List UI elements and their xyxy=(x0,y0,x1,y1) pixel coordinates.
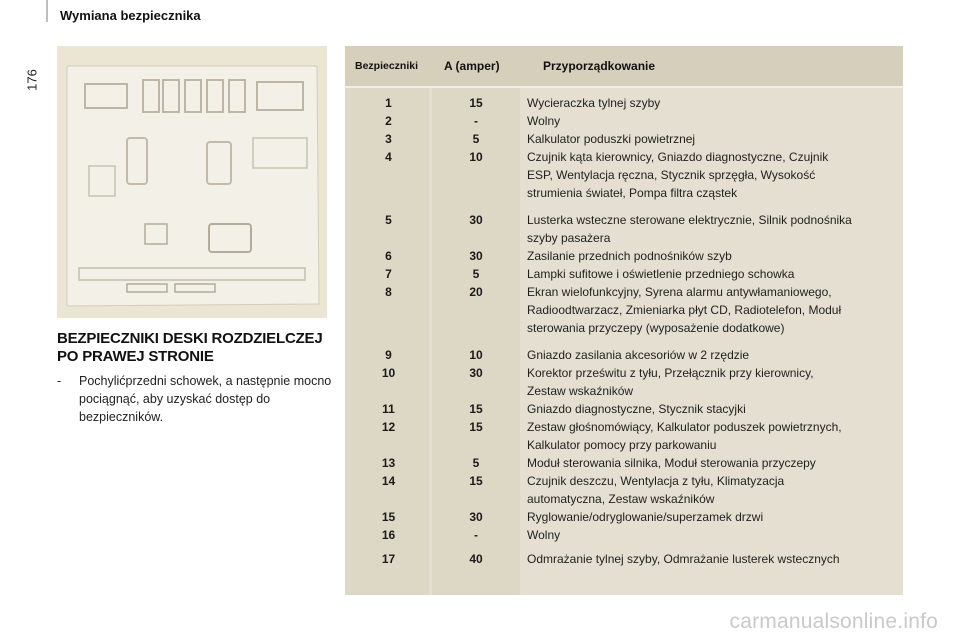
fuse-assignment xyxy=(520,148,907,202)
fuse-assignment xyxy=(520,346,907,364)
table-row xyxy=(345,364,903,400)
assignment-line: Ryglowanie/odryglowanie/superzamek drzwi xyxy=(527,510,764,524)
instruction-body: Pochylićprzedni schowek, a następnie mocno pociągnąć, aby uzyskać dostęp do bezpieczników. xyxy=(79,374,332,424)
fuse-amperage: 5 xyxy=(472,267,480,281)
fuse-amperage: 20 xyxy=(469,285,483,299)
fuse-amperage: - xyxy=(474,528,478,542)
assignment-line: Kalkulator pomocy przy parkowaniu xyxy=(527,438,717,452)
assignment-line: Kalkulator poduszki powietrznej xyxy=(527,132,696,146)
fuse-amperage: 10 xyxy=(469,348,483,362)
fuse-amperage: - xyxy=(474,114,478,128)
fuse-assignment xyxy=(520,550,907,568)
instruction-text xyxy=(57,372,332,426)
fuse-amperage: 30 xyxy=(469,213,483,227)
assignment-line: Lampki sufitowe i oświetlenie przedniego schowka xyxy=(527,267,795,281)
assignment-line: Wycieraczka tylnej szyby xyxy=(527,96,661,110)
fuse-amperage: 15 xyxy=(469,420,483,434)
section-heading-line1: BEZPIECZNIKI DESKI ROZDZIELCZEJ xyxy=(57,330,323,347)
fuse-number: 1 xyxy=(385,96,392,110)
fuse-number: 5 xyxy=(385,213,392,227)
fuse-number: 17 xyxy=(381,552,396,566)
fuse-number: 8 xyxy=(385,285,392,299)
assignment-line: Korektor prześwitu z tyłu, Przełącznik przy kierownicy, xyxy=(527,366,814,380)
assignment-line: automatyczna, Zestaw wskaźników xyxy=(527,492,715,506)
assignment-line: ESP, Wentylacja ręczna, Stycznik sprzęgła, Wysokość xyxy=(527,168,816,182)
fuse-table-body xyxy=(345,94,903,568)
table-row xyxy=(345,148,903,202)
fuse-assignment xyxy=(520,400,907,418)
assignment-line: Gniazdo zasilania akcesoriów w 2 rzędzie xyxy=(527,348,750,362)
table-row xyxy=(345,400,903,418)
fuse-number: 14 xyxy=(381,474,396,488)
fuse-assignment xyxy=(520,112,907,130)
assignment-line: Czujnik kąta kierownicy, Gniazdo diagnostyczne, Czujnik xyxy=(527,150,829,164)
assignment-line: sterowania przyczepy (wyposażenie dodatkowe) xyxy=(527,321,785,335)
fuse-number: 6 xyxy=(385,249,392,263)
assignment-line: Zestaw głośnomówiący, Kalkulator poduszek powietrznych, xyxy=(527,420,842,434)
fuse-table xyxy=(345,46,903,595)
table-row xyxy=(345,130,903,148)
fuse-number: 3 xyxy=(385,132,392,146)
fuse-amperage: 10 xyxy=(469,150,483,164)
page-header-title: Wymiana bezpiecznika xyxy=(60,8,201,23)
fuse-assignment xyxy=(520,508,907,526)
header-fuses: Bezpieczniki xyxy=(355,60,419,72)
table-row xyxy=(345,418,903,454)
fuse-assignment xyxy=(520,454,907,472)
fuse-number: 7 xyxy=(385,267,392,281)
table-row xyxy=(345,211,903,247)
table-row xyxy=(345,265,903,283)
fuse-amperage: 30 xyxy=(469,249,483,263)
instruction-dash: - xyxy=(57,374,62,388)
fuse-amperage: 5 xyxy=(472,132,480,146)
table-row xyxy=(345,526,903,544)
assignment-line: Zestaw wskaźników xyxy=(527,384,634,398)
fuse-amperage: 40 xyxy=(469,552,483,566)
fuse-number: 12 xyxy=(381,420,396,434)
fuse-amperage: 30 xyxy=(469,510,483,524)
table-row xyxy=(345,346,903,364)
assignment-line: Zasilanie przednich podnośników szyb xyxy=(527,249,732,263)
fuse-amperage: 30 xyxy=(469,366,483,380)
fuse-assignment xyxy=(520,283,907,337)
assignment-line: szyby pasażera xyxy=(527,231,611,245)
table-row xyxy=(345,454,903,472)
fuse-assignment xyxy=(520,247,907,265)
fuse-assignment xyxy=(520,418,907,454)
header-divider-line xyxy=(46,0,48,22)
assignment-line: Ekran wielofunkcyjny, Syrena alarmu antywłamaniowego, xyxy=(527,285,832,299)
assignment-line: Lusterka wsteczne sterowane elektrycznie, Silnik podnośnika xyxy=(527,213,852,227)
fuse-number: 13 xyxy=(381,456,396,470)
fuse-assignment xyxy=(520,472,907,508)
section-heading-line2: PO PRAWEJ STRONIE xyxy=(57,348,214,365)
fuse-amperage: 15 xyxy=(469,402,483,416)
assignment-line: Wolny xyxy=(527,528,561,542)
page-number: 176 xyxy=(24,69,40,91)
fuse-assignment xyxy=(520,364,907,400)
table-row xyxy=(345,94,903,112)
fusebox-illustration xyxy=(57,46,327,318)
section-heading xyxy=(57,330,337,366)
fuse-assignment xyxy=(520,526,907,544)
assignment-line: Gniazdo diagnostyczne, Stycznik stacyjki xyxy=(527,402,746,416)
table-row xyxy=(345,112,903,130)
fuse-amperage: 5 xyxy=(472,456,480,470)
assignment-line: Radioodtwarzacz, Zmieniarka płyt CD, Radiotelefon, Moduł xyxy=(527,303,842,317)
fuse-number: 16 xyxy=(381,528,396,542)
table-row xyxy=(345,550,903,568)
fusebox-drawing xyxy=(57,46,327,318)
fuse-number: 4 xyxy=(385,150,392,164)
assignment-line: strumienia świateł, Pompa filtra cząstek xyxy=(527,186,738,200)
fuse-number: 15 xyxy=(381,510,396,524)
assignment-line: Wolny xyxy=(527,114,561,128)
table-row xyxy=(345,472,903,508)
fuse-assignment xyxy=(520,130,907,148)
fuse-number: 11 xyxy=(382,402,395,416)
table-row xyxy=(345,247,903,265)
fuse-amperage: 15 xyxy=(469,96,483,110)
fuse-number: 10 xyxy=(381,366,396,380)
assignment-line: Odmrażanie tylnej szyby, Odmrażanie lusterek wstecznych xyxy=(527,552,840,566)
fuse-table-header xyxy=(345,46,903,88)
fuse-assignment xyxy=(520,265,907,283)
table-row xyxy=(345,283,903,337)
header-assignment: Przyporządkowanie xyxy=(543,59,656,73)
assignment-line: Czujnik deszczu, Wentylacja z tyłu, Klimatyzacja xyxy=(527,474,785,488)
fuse-assignment xyxy=(520,211,907,247)
table-row xyxy=(345,508,903,526)
fuse-number: 9 xyxy=(385,348,392,362)
fuse-amperage: 15 xyxy=(469,474,483,488)
assignment-line: Moduł sterowania silnika, Moduł sterowania przyczepy xyxy=(527,456,816,470)
watermark: carmanualsonline.info xyxy=(729,610,938,633)
fuse-number: 2 xyxy=(385,114,392,128)
header-amper: A (amper) xyxy=(444,59,500,73)
fuse-assignment xyxy=(520,94,907,112)
